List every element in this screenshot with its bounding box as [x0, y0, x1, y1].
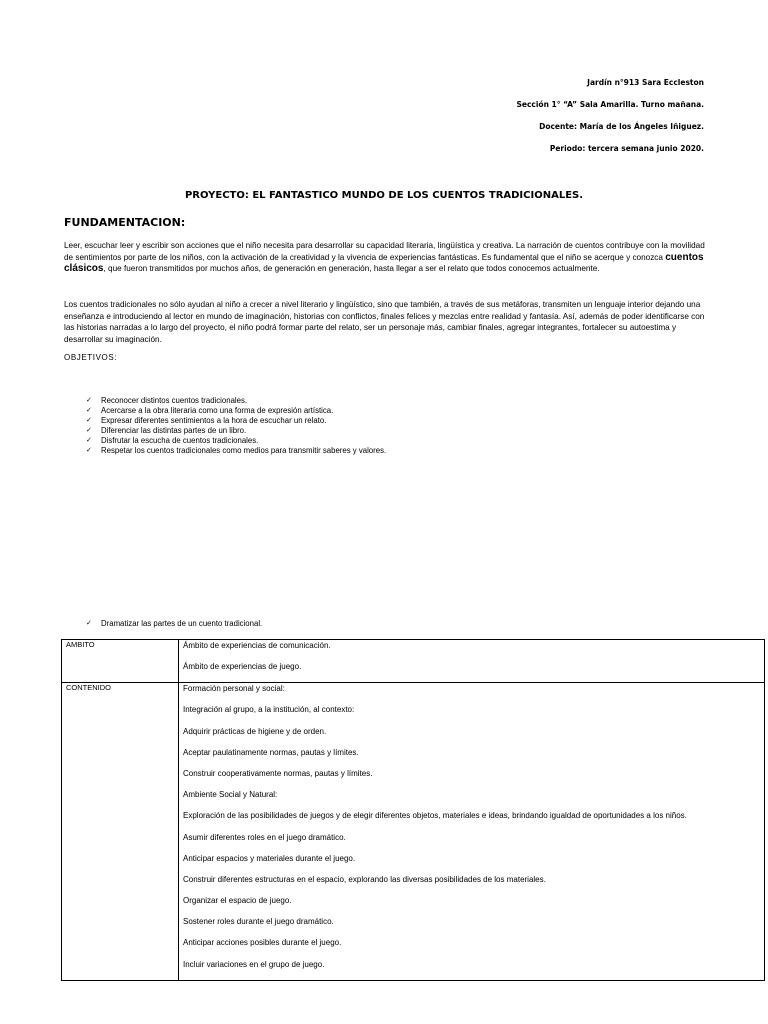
table-line: Construir diferentes estructuras en el espacio, explorando las diversas posibilidades de los materiales.: [183, 874, 546, 884]
table-line: Anticipar acciones posibles durante el juego.: [183, 938, 342, 948]
objective-extra-item: [86, 619, 262, 628]
checkmark-icon: ✓: [86, 407, 92, 414]
table-row-content: [179, 640, 765, 683]
table-line: Incluir variaciones en el grupo de juego.: [183, 959, 325, 969]
planning-table: [61, 639, 765, 981]
table-line: Exploración de las posibilidades de juegos y de elegir diferentes objetos, materiales e ideas, brindando igualdad de oportunidades a los niños.: [183, 811, 687, 821]
list-item: [86, 416, 386, 426]
table-line: Anticipar espacios y materiales durante el juego.: [183, 853, 356, 863]
list-item: [86, 446, 386, 456]
checkmark-icon: ✓: [86, 620, 92, 627]
table-line: Asumir diferentes roles en el juego dramático.: [183, 832, 346, 842]
objective-text: Dramatizar las partes de un cuento tradicional.: [101, 619, 263, 628]
table-line: Ámbito de experiencias de comunicación.: [183, 641, 331, 650]
checkmark-icon: ✓: [86, 397, 92, 404]
paragraph-1-emphasis: cuentos clásicos: [64, 251, 704, 274]
list-item: [86, 436, 386, 446]
header-teacher: Docente: María de los Ángeles Iñiguez.: [539, 122, 704, 131]
header-section: Sección 1° “A” Sala Amarilla. Turno mañana.: [516, 100, 704, 109]
header-period: Periodo: tercera semana junio 2020.: [549, 144, 704, 153]
list-item: [86, 426, 386, 436]
project-title: PROYECTO: EL FANTASTICO MUNDO DE LOS CUENTOS TRADICIONALES.: [184, 190, 584, 201]
table-row-label: CONTENIDO: [62, 683, 179, 980]
objective-text: Diferenciar las distintas partes de un libro.: [101, 426, 247, 435]
table-line: Ambiente Social y Natural:: [183, 790, 278, 800]
list-item: [86, 406, 386, 416]
table-row-label: AMBITO: [62, 640, 179, 683]
table-line: Construir cooperativamente normas, pautas y límites.: [183, 768, 373, 778]
objetivos-list: [86, 396, 386, 456]
objective-text: Reconocer distintos cuentos tradicionales.: [101, 396, 248, 405]
table-line: Organizar el espacio de juego.: [183, 896, 292, 906]
checkmark-icon: ✓: [86, 437, 92, 444]
header-institution: Jardín n°913 Sara Eccleston: [587, 78, 704, 87]
table-line: Aceptar paulatinamente normas, pautas y límites.: [183, 747, 359, 757]
checkmark-icon: ✓: [86, 427, 92, 434]
table-line: Sostener roles durante el juego dramático.: [183, 917, 334, 927]
table-row-content: [179, 683, 765, 980]
table-line: Ámbito de experiencias de juego.: [183, 662, 302, 672]
paragraph-1-text-b: , que fueron transmitidos por muchos años, de generación en generación, hasta llegar a ser el relato que todos conocemos actualmente.: [103, 264, 600, 273]
objetivos-label: OBJETIVOS:: [64, 353, 118, 362]
list-item: [86, 396, 386, 406]
checkmark-icon: ✓: [86, 447, 92, 454]
table-line: Adquirir prácticas de higiene y de orden.: [183, 726, 327, 736]
paragraph-1-text-a: Leer, escuchar leer y escribir son acciones que el niño necesita para desarrollar su capacidad literaria, lingüística y creativa. La narración de cuentos contribuye con la movilidad de sentimientos por parte de los niños, con la activación de la creatividad y la vivencia de experiencias fantásticas. Es fundamental que el niño se acerque y conozca: [64, 241, 705, 262]
objective-text: Expresar diferentes sentimientos a la hora de escuchar un relato.: [101, 416, 327, 425]
fundamentacion-heading: FUNDAMENTACION:: [64, 216, 186, 229]
objective-text: Respetar los cuentos tradicionales como medios para transmitir saberes y valores.: [101, 446, 387, 455]
checkmark-icon: ✓: [86, 417, 92, 424]
table-line: Integración al grupo, a la institución, al contexto:: [183, 705, 355, 715]
objective-text: Acercarse a la obra literaria como una forma de expresión artística.: [101, 406, 334, 415]
table-row: [62, 683, 765, 980]
table-line: Formación personal y social:: [183, 684, 285, 694]
table-row: [62, 640, 765, 683]
fundamentacion-paragraph-2: Los cuentos tradicionales no sólo ayudan al niño a crecer a nivel literario y lingüístico, sino que también, a través de sus metáforas, transmiten un lenguaje interior dejando una enseñanza e introduciendo al lector en mundo de imaginación, historias con conflictos, finales felices y mezclas entre realidad y fantasía. Así, además de poder identificarse con las historias narradas a lo largo del proyecto, el niño podrá formar parte del relato, ser un personaje más, cambiar finales, agregar integrantes, fortalecer su autoestima y desarrollar su imaginación.: [64, 300, 705, 344]
fundamentacion-paragraph-1: [64, 240, 706, 275]
objective-text: Disfrutar la escucha de cuentos tradicionales.: [101, 436, 259, 445]
